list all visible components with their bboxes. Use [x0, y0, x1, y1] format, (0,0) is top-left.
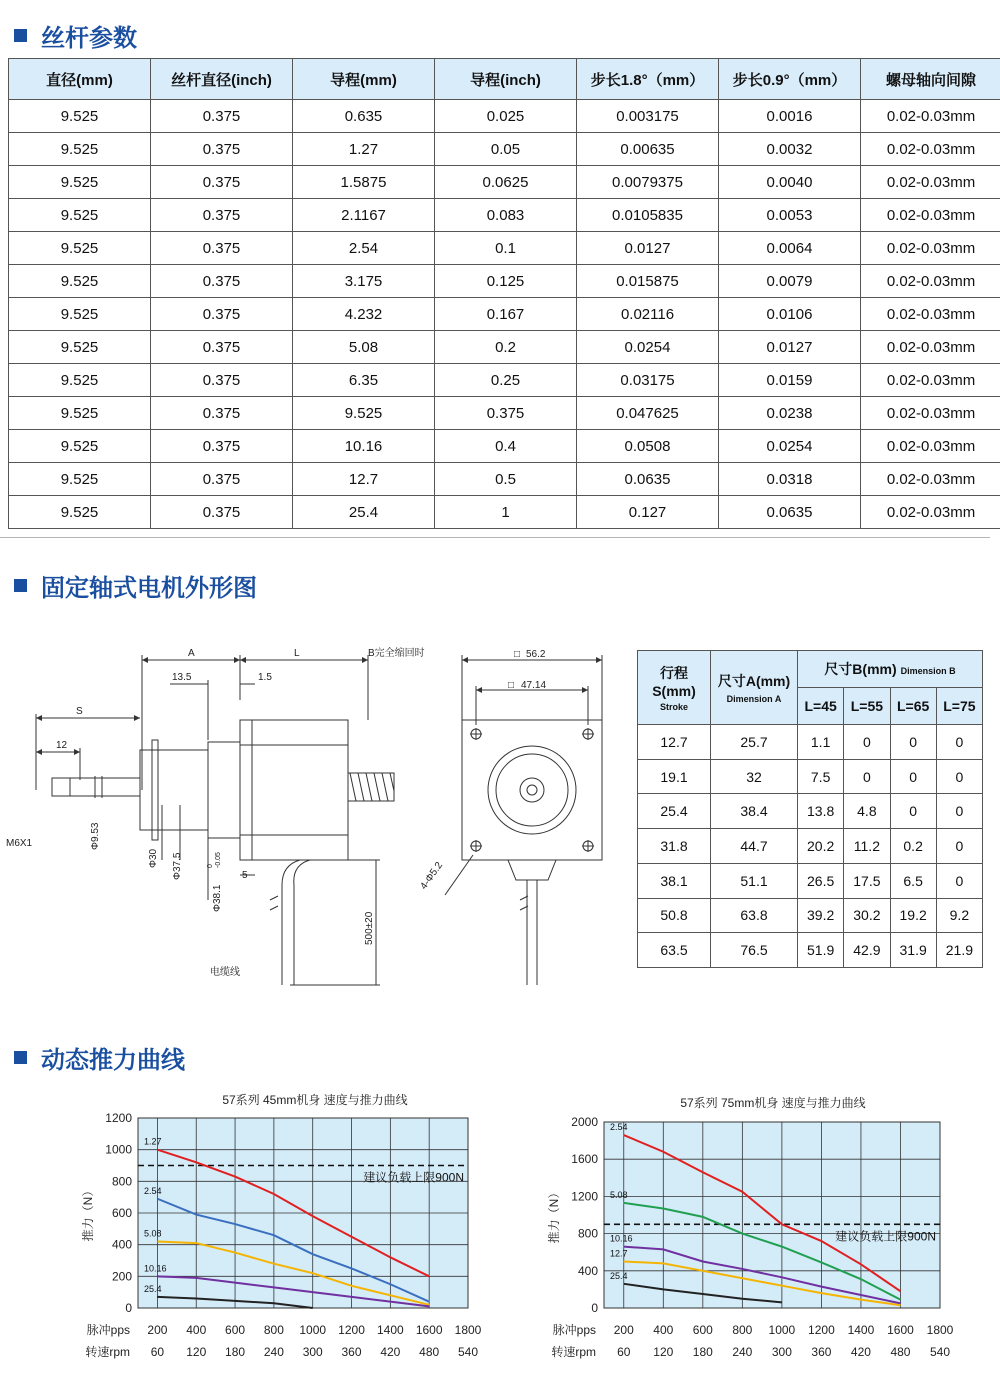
table-cell: 0.02-0.03mm: [861, 166, 1000, 199]
x-tick-label-pps: 1800: [454, 1323, 482, 1337]
table-cell: 39.2: [798, 898, 844, 933]
x-tick-label-rpm: 480: [419, 1345, 440, 1359]
table-row: [9, 199, 1000, 232]
x-tick-label-rpm: 360: [811, 1345, 832, 1359]
x-tick-label-rpm: 120: [186, 1345, 207, 1359]
table-row: [9, 298, 1000, 331]
table-cell: 0.02-0.03mm: [861, 298, 1000, 331]
table-cell: 9.525: [9, 100, 151, 133]
table-cell: 0.375: [151, 199, 293, 232]
table-row: [638, 759, 983, 794]
x-tick-label-rpm: 240: [732, 1345, 753, 1359]
table-cell: 0.375: [151, 397, 293, 430]
x-tick-label-rpm: 540: [929, 1345, 951, 1359]
table-cell: 25.7: [711, 725, 798, 760]
table-cell: 6.35: [293, 364, 435, 397]
table-cell: 0.0105835: [577, 199, 719, 232]
table-cell: 50.8: [638, 898, 711, 933]
table-cell: 44.7: [711, 829, 798, 864]
dim-label-12: 12: [56, 740, 68, 751]
table-cell: 32: [711, 759, 798, 794]
section-title-thrust-curves: [14, 1040, 185, 1075]
l-header: L=65: [890, 688, 936, 725]
table-cell: 0.083: [435, 199, 577, 232]
x-axis-label-pps: 脉冲pps: [552, 1323, 596, 1337]
dim-label-13-5: 13.5: [172, 672, 192, 683]
x-tick-label-pps: 800: [732, 1323, 753, 1337]
x-tick-label-rpm: 60: [617, 1345, 631, 1359]
x-tick-label-rpm: 420: [850, 1345, 871, 1359]
table-cell: 26.5: [798, 863, 844, 898]
table-row: [638, 725, 983, 760]
chart1-thrust-45mm: [0, 1110, 490, 1370]
table-cell: 0.0106: [719, 298, 861, 331]
table-cell: 20.2: [798, 829, 844, 864]
table-cell: 0.125: [435, 265, 577, 298]
table-cell: 0.0127: [719, 331, 861, 364]
table-cell: 0.02-0.03mm: [861, 364, 1000, 397]
table-cell: 0.5: [435, 463, 577, 496]
dim-label-tol-top: 0: [207, 864, 214, 868]
table-cell: 0: [844, 759, 890, 794]
table-cell: 21.9: [936, 933, 982, 968]
table-cell: 0.0159: [719, 364, 861, 397]
table-cell: 0.127: [577, 496, 719, 529]
series-label: 10.16: [144, 1263, 167, 1274]
x-tick-label-pps: 600: [692, 1323, 713, 1337]
header-dim-b-text: 尺寸B(mm): [824, 661, 897, 677]
table-row: [9, 133, 1000, 166]
table-cell: 0.02-0.03mm: [861, 430, 1000, 463]
dimension-table: [637, 650, 983, 968]
table-cell: 5.08: [293, 331, 435, 364]
header-dim-a-en: Dimension A: [726, 694, 782, 704]
table-cell: 9.525: [9, 298, 151, 331]
table-cell: 0.375: [151, 331, 293, 364]
table-cell: 31.8: [638, 829, 711, 864]
x-tick-label-rpm: 120: [653, 1345, 674, 1359]
table-cell: 13.8: [798, 794, 844, 829]
table-cell: 0.0635: [719, 496, 861, 529]
table-cell: 0.167: [435, 298, 577, 331]
table-cell: 0.0635: [577, 463, 719, 496]
table-cell: 0.0032: [719, 133, 861, 166]
x-tick-label-rpm: 180: [692, 1345, 713, 1359]
y-axis-label: 推力（N）: [81, 1184, 95, 1242]
square-bullet-icon: [14, 29, 27, 42]
table-cell: 0.25: [435, 364, 577, 397]
x-tick-label-pps: 1000: [768, 1323, 796, 1337]
table-cell: 0.375: [151, 100, 293, 133]
table-cell: 12.7: [293, 463, 435, 496]
table-cell: 0.4: [435, 430, 577, 463]
table-cell: 0.0016: [719, 100, 861, 133]
load-limit-annotation: 建议负载上限900N: [363, 1170, 464, 1185]
table-cell: 0: [890, 725, 936, 760]
table-row: [9, 430, 1000, 463]
table-cell: 19.1: [638, 759, 711, 794]
table-cell: 9.525: [9, 430, 151, 463]
x-tick-label-pps: 1000: [299, 1323, 327, 1337]
dim-label-phi30: Φ30: [148, 848, 159, 868]
x-tick-label-rpm: 540: [457, 1345, 479, 1359]
x-tick-label-pps: 400: [653, 1323, 674, 1337]
table-cell: 1: [435, 496, 577, 529]
series-label: 25.4: [144, 1283, 162, 1294]
table-row: [9, 232, 1000, 265]
table-cell: 9.525: [9, 232, 151, 265]
section-divider: [0, 537, 990, 538]
table-cell: 0.0254: [577, 331, 719, 364]
y-tick-label: 800: [577, 1226, 598, 1241]
table-cell: 0.1: [435, 232, 577, 265]
square-symbol-2: □: [508, 680, 515, 691]
table-cell: 0.0625: [435, 166, 577, 199]
table-cell: 0.375: [151, 364, 293, 397]
dim-label-phi38-1: Φ38.1: [212, 884, 223, 912]
table-cell: 9.525: [9, 496, 151, 529]
table-cell: 0.02-0.03mm: [861, 496, 1000, 529]
table-cell: 0.375: [151, 232, 293, 265]
table-row: [9, 364, 1000, 397]
y-tick-label: 1200: [571, 1189, 598, 1204]
table-cell: 0.0238: [719, 397, 861, 430]
x-tick-label-pps: 1400: [377, 1323, 404, 1337]
dim-label-phi9-53: Φ9.53: [90, 822, 101, 850]
table-cell: 0.047625: [577, 397, 719, 430]
table-cell: 0.03175: [577, 364, 719, 397]
section-title-text: 动态推力曲线: [41, 1046, 185, 1074]
y-tick-label: 1000: [105, 1142, 132, 1157]
table-cell: 0: [936, 794, 982, 829]
x-tick-label-pps: 1600: [415, 1323, 443, 1337]
x-tick-label-pps: 200: [613, 1323, 634, 1337]
table-cell: 11.2: [844, 829, 890, 864]
table-cell: 0.0318: [719, 463, 861, 496]
table-cell: 63.5: [638, 933, 711, 968]
table-cell: 1.5875: [293, 166, 435, 199]
table-cell: 0.375: [151, 133, 293, 166]
table-header-row: [638, 651, 983, 688]
table-row: [9, 496, 1000, 529]
x-tick-label-pps: 600: [225, 1323, 246, 1337]
l-header: L=45: [798, 688, 844, 725]
table-cell: 0.0040: [719, 166, 861, 199]
x-tick-label-rpm: 360: [341, 1345, 362, 1359]
table-cell: 1.1: [798, 725, 844, 760]
dim-label-500: 500±20: [364, 911, 375, 945]
table-cell: 0.375: [151, 430, 293, 463]
x-tick-label-rpm: 300: [302, 1345, 323, 1359]
chart1-title: 57系列 45mm机身 速度与推力曲线: [222, 1093, 408, 1107]
header-stroke: [638, 651, 711, 725]
table-cell: 4.232: [293, 298, 435, 331]
y-tick-label: 1200: [105, 1111, 132, 1125]
table-cell: 0.375: [151, 265, 293, 298]
table-row: [9, 331, 1000, 364]
table-cell: 0.02-0.03mm: [861, 232, 1000, 265]
square-bullet-icon: [14, 579, 27, 592]
x-tick-label-pps: 1800: [926, 1323, 954, 1337]
table-cell: 0.02-0.03mm: [861, 199, 1000, 232]
table-cell: 0.375: [151, 463, 293, 496]
table-cell: 9.525: [9, 463, 151, 496]
dim-label-5: 5: [242, 870, 248, 881]
table-cell: 51.9: [798, 933, 844, 968]
chart2-title: 57系列 75mm机身 速度与推力曲线: [680, 1096, 866, 1110]
table-cell: 0.02116: [577, 298, 719, 331]
column-header: 丝杆直径(inch): [151, 59, 293, 100]
table-row: [638, 898, 983, 933]
x-tick-label-rpm: 240: [263, 1345, 284, 1359]
table-cell: 9.525: [9, 331, 151, 364]
table-row: [638, 829, 983, 864]
dim-label-m6x1: M6X1: [6, 838, 33, 849]
header-dim-a: [711, 651, 798, 725]
series-label: 5.08: [610, 1189, 628, 1200]
table-cell: 0.375: [151, 166, 293, 199]
table-cell: 2.1167: [293, 199, 435, 232]
series-label: 1.27: [144, 1136, 162, 1147]
table-cell: 10.16: [293, 430, 435, 463]
table-row: [9, 166, 1000, 199]
table-cell: 12.7: [638, 725, 711, 760]
series-label: 12.7: [610, 1248, 628, 1259]
table-cell: 17.5: [844, 863, 890, 898]
square-bullet-icon: [14, 1051, 27, 1064]
x-tick-label-pps: 1200: [808, 1323, 835, 1337]
header-stroke-text: 行程S(mm): [652, 665, 696, 699]
y-tick-label: 400: [111, 1237, 132, 1252]
table-cell: 0: [844, 725, 890, 760]
table-cell: 0: [890, 794, 936, 829]
dim-label-47-14: 47.14: [521, 680, 547, 691]
table-row: [9, 265, 1000, 298]
series-label: 5.08: [144, 1228, 162, 1239]
l-header: L=75: [936, 688, 982, 725]
table-cell: 0.0064: [719, 232, 861, 265]
table-cell: 0.635: [293, 100, 435, 133]
table-cell: 0.0079: [719, 265, 861, 298]
table-cell: 7.5: [798, 759, 844, 794]
x-tick-label-pps: 1600: [887, 1323, 914, 1337]
table-row: [638, 794, 983, 829]
table-cell: 25.4: [293, 496, 435, 529]
column-header: 步长1.8°（mm）: [577, 59, 719, 100]
table-cell: 0: [936, 759, 982, 794]
y-tick-label: 600: [111, 1206, 132, 1220]
y-tick-label: 800: [111, 1174, 132, 1189]
table-cell: 0.0254: [719, 430, 861, 463]
y-tick-label: 0: [125, 1301, 132, 1315]
table-cell: 38.1: [638, 863, 711, 898]
table-cell: 0: [936, 725, 982, 760]
table-cell: 42.9: [844, 933, 890, 968]
x-tick-label-pps: 1400: [847, 1323, 875, 1337]
y-tick-label: 1600: [571, 1152, 598, 1167]
table-cell: 9.525: [9, 397, 151, 430]
column-header: 螺母轴向间隙: [861, 59, 1000, 100]
dim-label-l: L: [294, 648, 300, 659]
table-cell: 0: [936, 863, 982, 898]
table-row: [9, 397, 1000, 430]
table-cell: 0.0053: [719, 199, 861, 232]
table-cell: 0.375: [151, 298, 293, 331]
dim-label-phi37-5: Φ37.5: [172, 852, 183, 880]
table-cell: 0.0079375: [577, 166, 719, 199]
table-cell: 0.375: [151, 496, 293, 529]
table-cell: 0.05: [435, 133, 577, 166]
table-cell: 0.2: [890, 829, 936, 864]
header-stroke-en: Stroke: [659, 702, 688, 712]
y-axis-label: 推力（N）: [547, 1186, 561, 1244]
table-cell: 0.003175: [577, 100, 719, 133]
dim-label-56-2: 56.2: [526, 649, 546, 660]
column-header: 导程(inch): [435, 59, 577, 100]
table-cell: 76.5: [711, 933, 798, 968]
table-cell: 0.0127: [577, 232, 719, 265]
table-cell: 9.525: [293, 397, 435, 430]
series-label: 25.4: [610, 1270, 628, 1281]
cable-label: 电缆线: [210, 967, 240, 978]
column-header: 直径(mm): [9, 59, 151, 100]
x-axis-label-rpm: 转速rpm: [85, 1345, 130, 1359]
series-label: 10.16: [610, 1233, 633, 1244]
y-tick-label: 0: [591, 1301, 598, 1315]
x-tick-label-pps: 200: [147, 1323, 168, 1337]
x-tick-label-rpm: 420: [380, 1345, 401, 1359]
table-cell: 0.025: [435, 100, 577, 133]
square-symbol-1: □: [514, 649, 521, 660]
table-cell: 38.4: [711, 794, 798, 829]
x-axis-label-rpm: 转速rpm: [551, 1345, 596, 1359]
x-tick-label-pps: 1200: [338, 1323, 365, 1337]
x-axis-label-pps: 脉冲pps: [86, 1323, 130, 1337]
table-row: [638, 863, 983, 898]
section-title-text: 丝杆参数: [41, 24, 137, 52]
dim-label-tol-bot: -0.05: [215, 852, 222, 868]
table-cell: 0.02-0.03mm: [861, 463, 1000, 496]
table-cell: 2.54: [293, 232, 435, 265]
header-dim-a-text: 尺寸A(mm): [717, 673, 791, 689]
section-title-text: 固定轴式电机外形图: [41, 574, 257, 602]
l-header: L=55: [844, 688, 890, 725]
table-cell: 9.525: [9, 133, 151, 166]
table-cell: 4.8: [844, 794, 890, 829]
table-cell: 0.02-0.03mm: [861, 265, 1000, 298]
section-title-motor-outline: [14, 568, 257, 603]
table-cell: 3.175: [293, 265, 435, 298]
x-tick-label-rpm: 60: [150, 1345, 165, 1359]
table-row: [9, 100, 1000, 133]
x-tick-label-pps: 800: [263, 1323, 284, 1337]
table-cell: 9.2: [936, 898, 982, 933]
table-cell: 6.5: [890, 863, 936, 898]
table-cell: 0.02-0.03mm: [861, 331, 1000, 364]
table-header-row: [9, 59, 1000, 100]
table-cell: 0.02-0.03mm: [861, 100, 1000, 133]
x-tick-label-rpm: 480: [890, 1345, 911, 1359]
table-cell: 0.00635: [577, 133, 719, 166]
table-cell: 25.4: [638, 794, 711, 829]
table-cell: 9.525: [9, 199, 151, 232]
table-cell: 1.27: [293, 133, 435, 166]
table-cell: 0.02-0.03mm: [861, 133, 1000, 166]
table-cell: 0.015875: [577, 265, 719, 298]
table-row: [9, 463, 1000, 496]
column-header: 步长0.9°（mm）: [719, 59, 861, 100]
x-tick-label-pps: 400: [186, 1323, 207, 1337]
section-title-screw-params: [14, 18, 137, 53]
table-cell: 51.1: [711, 863, 798, 898]
table-cell: 0: [890, 759, 936, 794]
table-row: [638, 933, 983, 968]
table-cell: 9.525: [9, 364, 151, 397]
table-cell: 0.375: [435, 397, 577, 430]
motor-outline-drawing: [0, 640, 630, 1000]
chart2-thrust-75mm: [520, 1110, 990, 1370]
series-label: 2.54: [610, 1122, 628, 1133]
load-limit-annotation: 建议负载上限900N: [835, 1229, 936, 1244]
dim-label-a: A: [188, 648, 195, 659]
table-cell: 9.525: [9, 265, 151, 298]
table-cell: 0.0508: [577, 430, 719, 463]
screw-params-table: [8, 58, 1000, 529]
table-cell: 30.2: [844, 898, 890, 933]
table-cell: 0.02-0.03mm: [861, 397, 1000, 430]
column-header: 导程(mm): [293, 59, 435, 100]
dim-label-1-5: 1.5: [258, 672, 272, 683]
table-cell: 0: [936, 829, 982, 864]
y-tick-label: 200: [111, 1269, 132, 1284]
table-cell: 9.525: [9, 166, 151, 199]
dim-label-holes: 4-Φ5.2: [418, 860, 446, 892]
dim-label-b: B完全缩回时: [368, 648, 425, 659]
x-tick-label-rpm: 180: [225, 1345, 246, 1359]
table-cell: 63.8: [711, 898, 798, 933]
table-cell: 19.2: [890, 898, 936, 933]
table-cell: 0.2: [435, 331, 577, 364]
dim-label-s: S: [76, 706, 83, 717]
y-tick-label: 2000: [571, 1115, 598, 1129]
header-dim-b-en: Dimension B: [900, 666, 956, 676]
series-label: 2.54: [144, 1185, 162, 1196]
y-tick-label: 400: [577, 1263, 598, 1278]
table-cell: 31.9: [890, 933, 936, 968]
header-dim-b: [798, 651, 983, 688]
x-tick-label-rpm: 300: [771, 1345, 792, 1359]
